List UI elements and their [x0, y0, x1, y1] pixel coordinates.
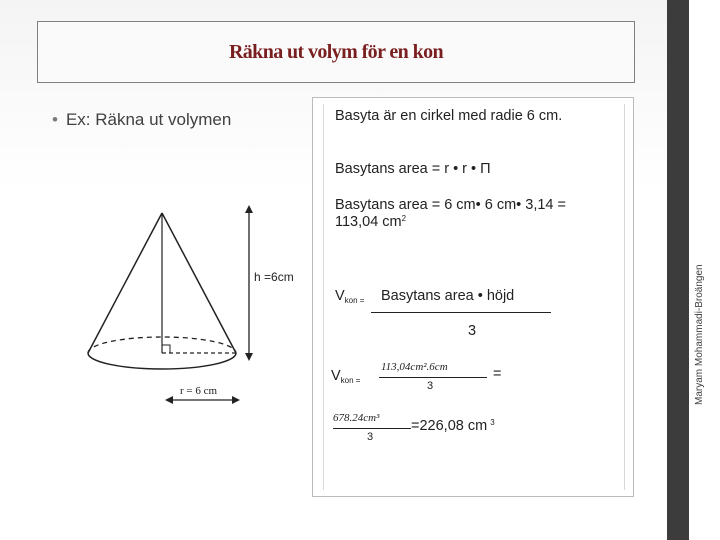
formula-v-sub: kon =: [344, 296, 365, 305]
page-title: Räkna ut volym för en kon: [228, 40, 444, 63]
right-angle-marker: [162, 345, 170, 353]
calc-v: [331, 368, 360, 385]
area-result-exp: 2: [401, 214, 407, 223]
bullet-item: [52, 110, 231, 130]
radius-arrow-left: [165, 396, 173, 404]
calc-numerator: 113,04cm².6cm: [381, 361, 448, 373]
result-numerator: 678.24cm³: [333, 412, 380, 424]
panel-line-3a: Basytans area = 6 cm• 6 cm• 3,14 =: [335, 197, 566, 213]
calculation-panel: [312, 97, 634, 497]
panel-line-3b: [335, 214, 406, 230]
calc-equals: =: [493, 366, 502, 382]
area-result: 113,04 cm: [335, 214, 402, 230]
radius-arrow-right: [232, 396, 240, 404]
height-label: h =6cm: [254, 270, 294, 284]
cone-side-left: [88, 213, 162, 353]
panel-line-2: Basytans area = r • r • Π: [335, 161, 491, 177]
bullet-dot: •: [52, 110, 58, 129]
cone-diagram: [60, 195, 320, 410]
result-value: [411, 418, 495, 434]
height-arrow-bottom: [245, 353, 253, 361]
formula-denominator: 3: [468, 323, 477, 339]
radius-label: r = 6 cm: [180, 385, 218, 397]
bullet-text: Ex: Räkna ut volymen: [65, 110, 232, 129]
calc-denominator: 3: [427, 380, 434, 392]
base-front: [88, 353, 236, 369]
cone-side-right: [162, 213, 236, 353]
result-value-text: =226,08 cm: [411, 418, 488, 434]
side-bar: [667, 0, 689, 540]
calc-fraction-line: [379, 377, 487, 378]
result-denominator: 3: [367, 431, 374, 443]
calc-v-sub: kon =: [340, 376, 361, 385]
title-box: [37, 21, 635, 83]
formula-numerator: Basytans area • höjd: [381, 288, 515, 304]
calc-v-letter: V: [331, 368, 341, 384]
author-label: Maryam Mohammadi-Broängen: [694, 264, 705, 405]
formula-v-letter: V: [335, 288, 345, 304]
formula-fraction-line: [371, 312, 551, 313]
panel-line-1: Basyta är en cirkel med radie 6 cm.: [335, 108, 563, 124]
height-arrow-top: [245, 205, 253, 213]
result-fraction-line: [333, 428, 411, 429]
result-value-exp: 3: [490, 418, 495, 427]
formula-v: [335, 288, 364, 305]
